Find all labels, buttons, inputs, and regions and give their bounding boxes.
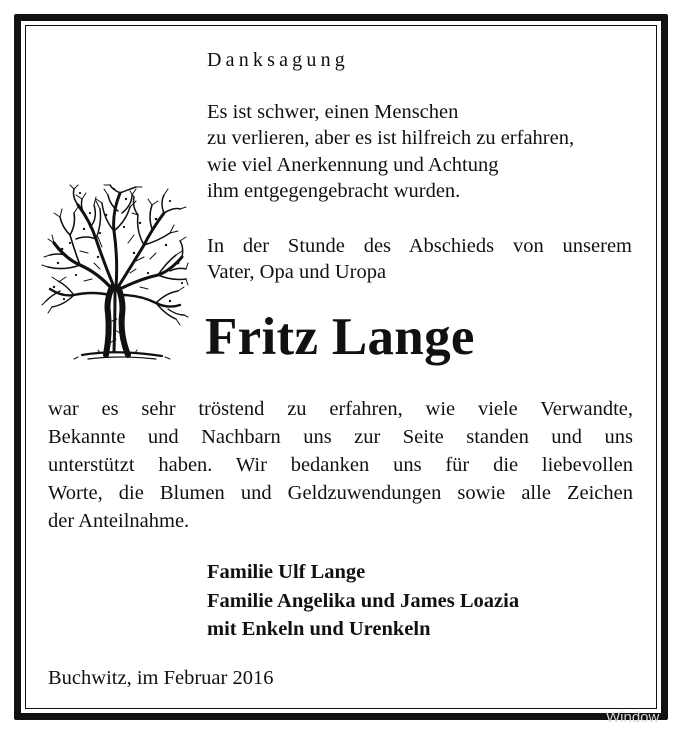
- body-line: der Anteilnahme.: [48, 510, 190, 532]
- intro-line: wie viel Anerkennung und Achtung: [207, 153, 499, 176]
- thanks-body: [48, 395, 633, 535]
- intro-line: zu verlieren, aber es ist hilfreich zu erfahren,: [207, 127, 575, 150]
- tree-icon: [40, 183, 190, 368]
- intro-line: ihm entgegengebracht wurden.: [207, 179, 461, 202]
- signers-block: [207, 558, 519, 644]
- intro-text: [207, 99, 574, 204]
- signer-line: Familie Ulf Lange: [207, 561, 366, 583]
- farewell-text: [207, 233, 632, 286]
- body-line: war es sehr tröstend zu erfahren, wie viele Verwandte,: [48, 398, 633, 420]
- body-line: Bekannte und Nachbarn uns zur Seite standen und uns: [48, 426, 633, 448]
- intro-line: Es ist schwer, einen Menschen: [207, 101, 459, 123]
- farewell-line: In der Stunde des Abschieds von unserem: [207, 235, 632, 257]
- farewell-line: Vater, Opa und Uropa: [207, 261, 387, 284]
- signer-line: Familie Angelika und James Loazia: [207, 589, 520, 612]
- place-date: Buchwitz, im Februar 2016: [48, 667, 274, 689]
- signer-line: mit Enkeln und Urenkeln: [207, 618, 431, 640]
- notice-heading: Danksagung: [207, 49, 349, 71]
- body-line: Worte, die Blumen und Geldzuwendungen sowie alle Zeichen: [48, 482, 633, 504]
- body-line: unterstützt haben. Wir bedanken uns für die liebevollen: [48, 454, 633, 476]
- deceased-name: Fritz Lange: [205, 308, 475, 366]
- watermark: Window: [606, 709, 660, 726]
